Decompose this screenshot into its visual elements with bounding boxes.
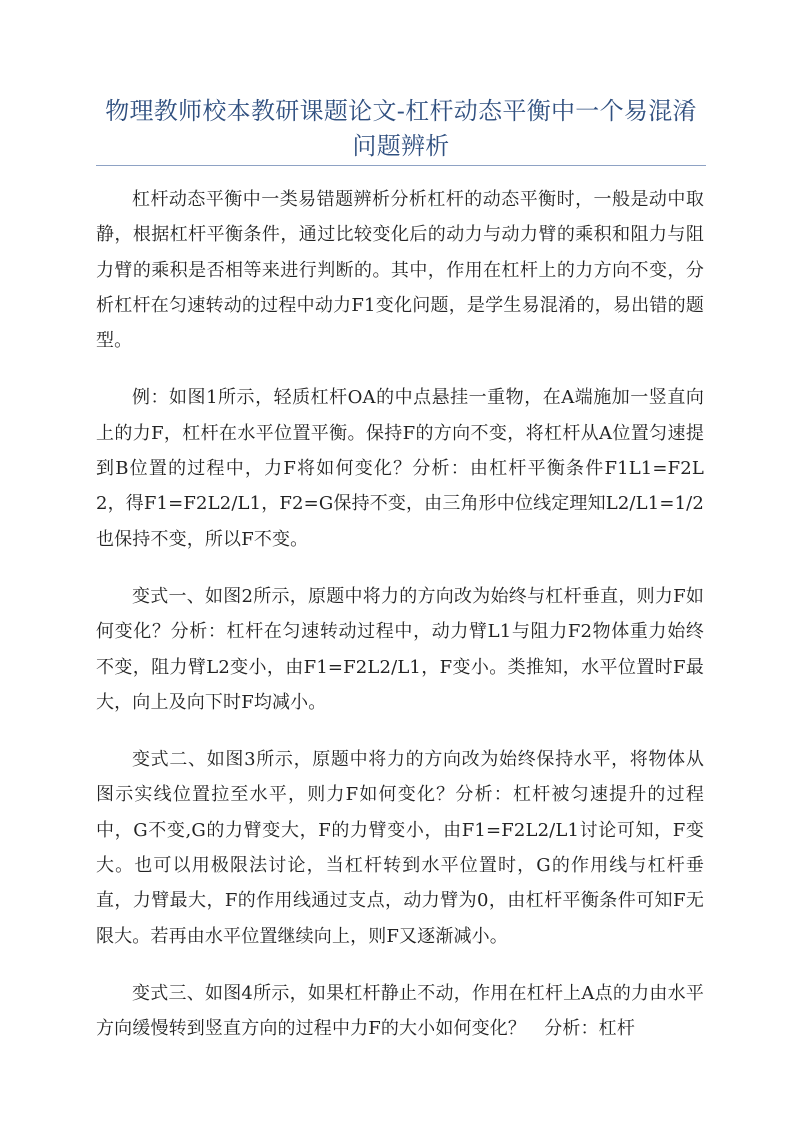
- paragraph-intro: 杠杆动态平衡中一类易错题辨析分析杠杆的动态平衡时，一般是动中取静，根据杠杆平衡条件，通过比较变化后的动力与动力臂的乘积和阻力与阻力臂的乘积是否相等来进行判断的。其中，作用在杠杆上的力方向不变，分析杠杆在匀速转动的过程中动力F1变化问题，是学生易混淆的，易出错的题型。: [96, 189, 704, 352]
- paragraph-variant-2: 变式二、如图3所示，原题中将力的方向改为始终保持水平，将物体从图示实线位置拉至水平，则力F如何变化？分析：杠杆被匀速提升的过程中，G不变,G的力臂变大，F的力臂变小，由F1=F2L2/L1讨论可知，F变大。也可以用极限法讨论，当杠杆转到水平位置时，G的作用线与杠杆垂直，力臂最大，F的作用线通过支点，动力臂为0，由杠杆平衡条件可知F无限大。若再由水平位置继续向上，则F又逐渐减小。: [96, 749, 704, 947]
- paragraph-variant-3: 变式三、如图4所示，如果杠杆静止不动，作用在杠杆上A点的力由水平方向缓慢转到竖直方向的过程中力F的大小如何变化？ 分析：杠杆: [96, 982, 704, 1040]
- paragraph-example: 例：如图1所示，轻质杠杆OA的中点悬挂一重物，在A端施加一竖直向上的力F，杠杆在水平位置平衡。保持F的方向不变，将杠杆从A位置匀速提到B位置的过程中，力F将如何变化？分析：由杠杆平衡条件F1L1=F2L2，得F1=F2L2/L1，F2=G保持不变，由三角形中位线定理知L2/L1=1/2也保持不变，所以F不变。: [96, 387, 704, 550]
- paragraph-variant-1: 变式一、如图2所示，原题中将力的方向改为始终与杠杆垂直，则力F如何变化？分析：杠杆在匀速转动过程中，动力臂L1与阻力F2物体重力始终不变，阻力臂L2变小，由F1=F2L2/L1，F变小。类推知，水平位置时F最大，向上及向下时F均减小。: [96, 585, 704, 713]
- title-divider: [96, 165, 706, 166]
- document-title: 物理教师校本教研课题论文-杠杆动态平衡中一个易混淆问题辨析: [105, 97, 697, 160]
- document-body: [96, 182, 704, 1069]
